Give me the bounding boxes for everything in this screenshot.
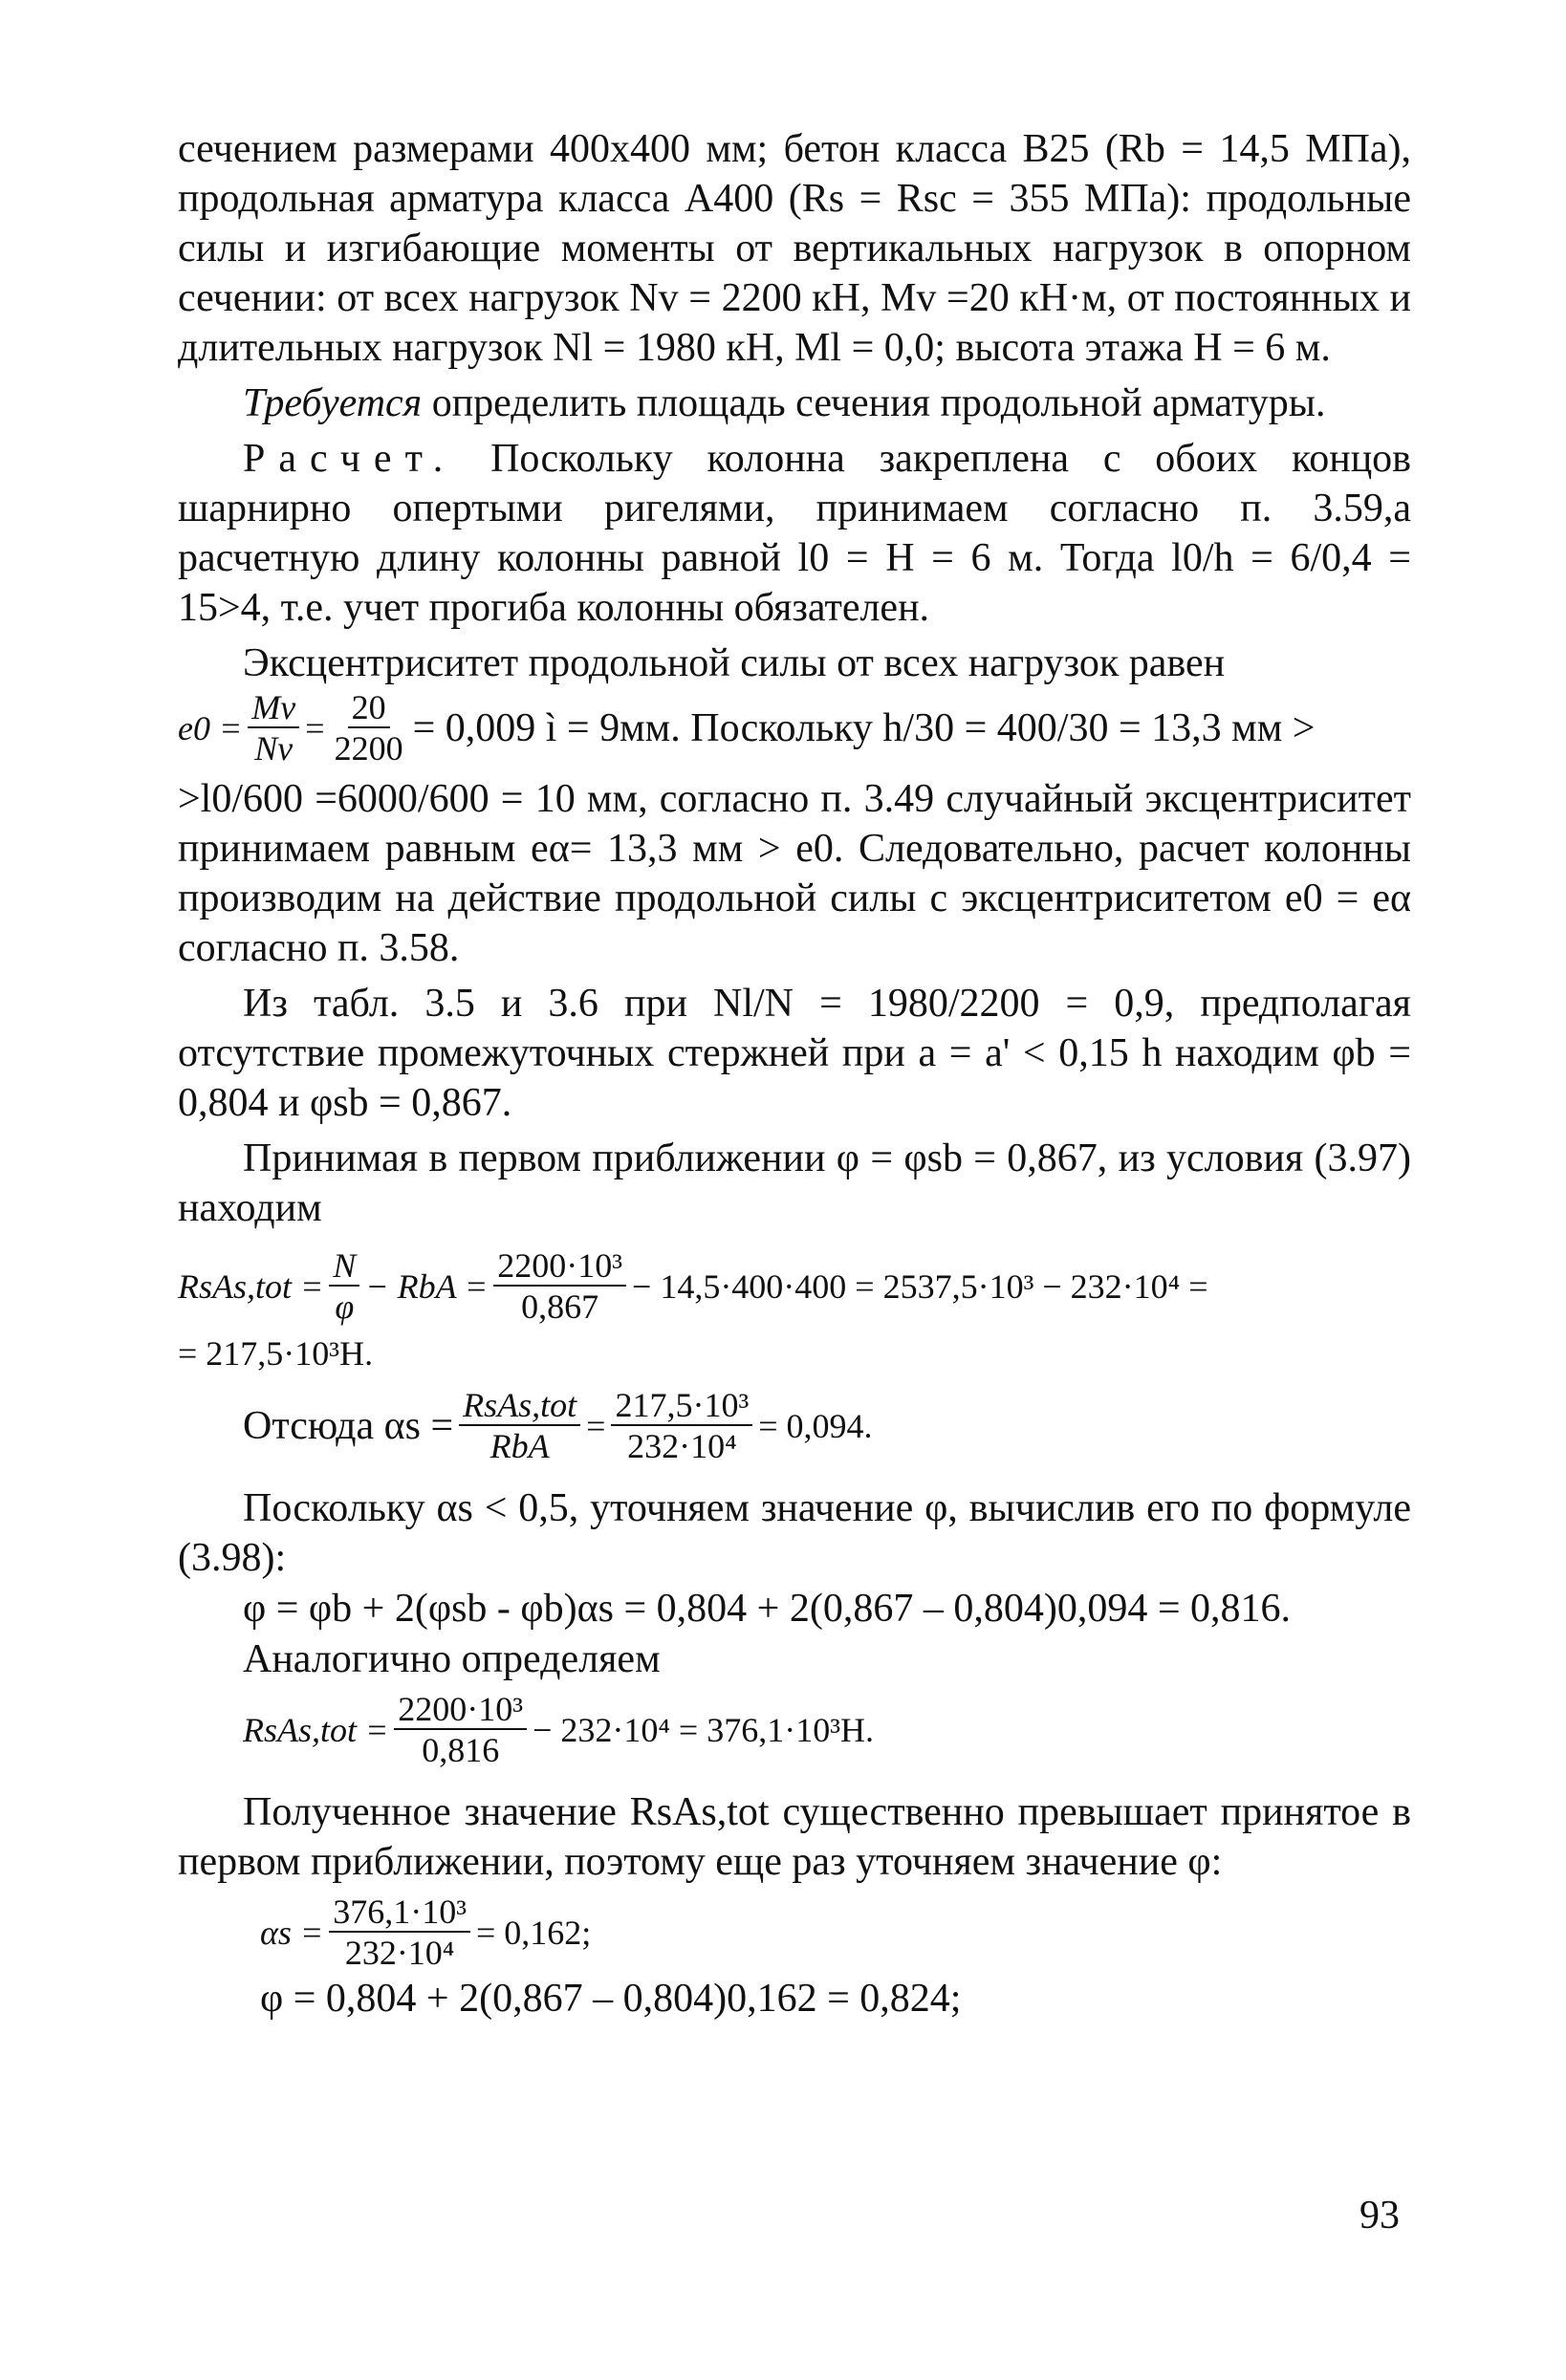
fraction-numerator: 376,1·10³ (329, 1893, 470, 1933)
formula-lead: Отсюда αs = (243, 1404, 454, 1448)
formula-tail: − 14,5·400·400 = 2537,5·10³ − 232·10⁴ = (632, 1267, 1208, 1306)
formula-e0-lhs: e0 = (178, 709, 243, 747)
paragraph-similarly: Аналогично определяем (243, 1637, 661, 1681)
paragraph-random-eccentricity: >l0/600 =6000/600 = 10 мм, согласно п. 3.49 случайный эксцентриситет принимаем равным eα= 13,3 мм > e0. Следовательно, расчет колонны производим на действие продольной силы с эксцентриситетом e0 = eα согласно п. 3.58. (178, 777, 1411, 970)
formula-middle: − RbA = (365, 1267, 489, 1306)
paragraph-calculation (178, 434, 1411, 633)
formula-rs-as-tot-2 (243, 1690, 1411, 1770)
fraction-denominator: 0,816 (422, 1731, 500, 1769)
fraction-2200-0816 (394, 1690, 527, 1770)
fraction-numerator: 217,5·10³ (611, 1386, 752, 1426)
page-body (178, 124, 1411, 2024)
formula-alpha-s-2 (260, 1893, 1411, 1973)
fraction-denominator: 0,867 (521, 1287, 599, 1326)
fraction-2175-232 (611, 1386, 752, 1466)
formula-alpha-s-1: Отсюда αs = $\frac{\text{RsAs,tot}}{\text{RbA}}$ = $\frac{\text{217,5·10³}}{\text{232·10⁴}}$ = 0,094. (243, 1386, 873, 1465)
fraction-denominator: 232·10⁴ (627, 1427, 737, 1465)
fraction-numerator: N (329, 1246, 359, 1287)
paragraph-eccentricity: Эксцентриситет продольной силы от всех нагрузок равен (243, 641, 1226, 685)
fraction-20-2200 (331, 688, 407, 768)
formula-phi-2: φ = 0,804 + 2(0,867 – 0,804)0,162 = 0,824; (260, 1977, 962, 2021)
formula-tail: − 232·10⁴ = 376,1·10³Н. (533, 1711, 875, 1749)
fraction-denominator: 2200 (334, 729, 403, 768)
paragraph-task (178, 379, 1411, 428)
fraction-numerator: Mv (248, 688, 299, 728)
formula-tail: = 0,094. (758, 1407, 873, 1445)
formula-tail: = 0,162; (475, 1914, 592, 1952)
task-lead: Требуется (243, 381, 423, 425)
calculation-text: Поскольку колонна закреплена с обоих концов шарнирно опертыми ригелями, принимаем согласно п. 3.59,а расчетную длину колонны равной l0 = H = 6 м. Тогда l0/h = 6/0,4 = 15>4, т.е. учет прогиба колонны обязателен. (178, 437, 1411, 630)
fraction-denominator: RbA (489, 1427, 550, 1465)
formula-eccentricity-tail: = 0,009 ì = 9мм. Поскольку h/30 = 400/30 = 13,3 мм > (412, 706, 1316, 750)
paragraph-tables: Из табл. 3.5 и 3.6 при Nl/N = 1980/2200 = 0,9, предполагая отсутствие промежуточных стержней при a = a' < 0,15 h находим φb = 0,804 и φsb = 0,867. (178, 982, 1411, 1125)
formula-rs-as-tot-1 (178, 1246, 1411, 1327)
formula-lhs: RsAs,tot = (243, 1711, 389, 1749)
paragraph-refine-phi: Поскольку αs < 0,5, уточняем значение φ, вычислив его по формуле (3.98): (178, 1486, 1411, 1580)
fraction-rs-as-tot-rb-a (459, 1386, 580, 1466)
calculation-lead: Расчет. (243, 437, 457, 481)
fraction-2200-0867 (493, 1246, 626, 1327)
formula-result: = 217,5·10³Н. (178, 1334, 374, 1373)
task-text: определить площадь сечения продольной арматуры. (422, 381, 1326, 425)
fraction-n-phi (329, 1246, 359, 1327)
formula-rs-as-tot-1-continued (178, 1334, 1411, 1373)
fraction-numerator: 2200·10³ (493, 1246, 626, 1287)
fraction-numerator: 20 (348, 688, 390, 728)
fraction-mv-nv (248, 688, 299, 768)
formula-phi-1: φ = φb + 2(φsb - φb)αs = 0,804 + 2(0,867 – 0,804)0,094 = 0,816. (243, 1587, 1292, 1631)
fraction-numerator: RsAs,tot (459, 1386, 580, 1426)
fraction-3761-232 (329, 1893, 470, 1973)
fraction-numerator: 2200·10³ (394, 1690, 527, 1730)
page-number: 93 (1359, 2194, 1400, 2238)
fraction-denominator: φ (335, 1287, 355, 1326)
formula-lhs: RsAs,tot = (178, 1267, 324, 1306)
paragraph-first-approximation: Принимая в первом приближении φ = φsb = 0,867, из условия (3.97) находим (178, 1136, 1411, 1230)
fraction-denominator: Nv (254, 729, 294, 768)
formula-eccentricity: e0 = $\frac{Mv}{Nv}$ = $\frac{20}{2200}$ = 0,009 ì = 9мм. Поскольку h/30 = 400/30 = 13,3 мм > (178, 688, 1316, 768)
fraction-denominator: 232·10⁴ (344, 1934, 455, 1972)
paragraph-second-refinement: Полученное значение RsAs,tot существенно превышает принятое в первом приближении, поэтому еще раз уточняем значение φ: (178, 1790, 1411, 1884)
paragraph-conditions: сечением размерами 400х400 мм; бетон класса В25 (Rb = 14,5 МПа), продольная арматура класса А400 (Rs = Rsc = 355 МПа): продольные силы и изгибающие моменты от вертикальных нагрузок в опорном сечении: от всех нагрузок Nv = 2200 кН, Mv =20 кН·м, от постоянных и длительных нагрузок Nl = 1980 кН, Ml = 0,0; высота этажа H = 6 м. (178, 127, 1411, 370)
formula-lhs: αs = (260, 1914, 324, 1952)
